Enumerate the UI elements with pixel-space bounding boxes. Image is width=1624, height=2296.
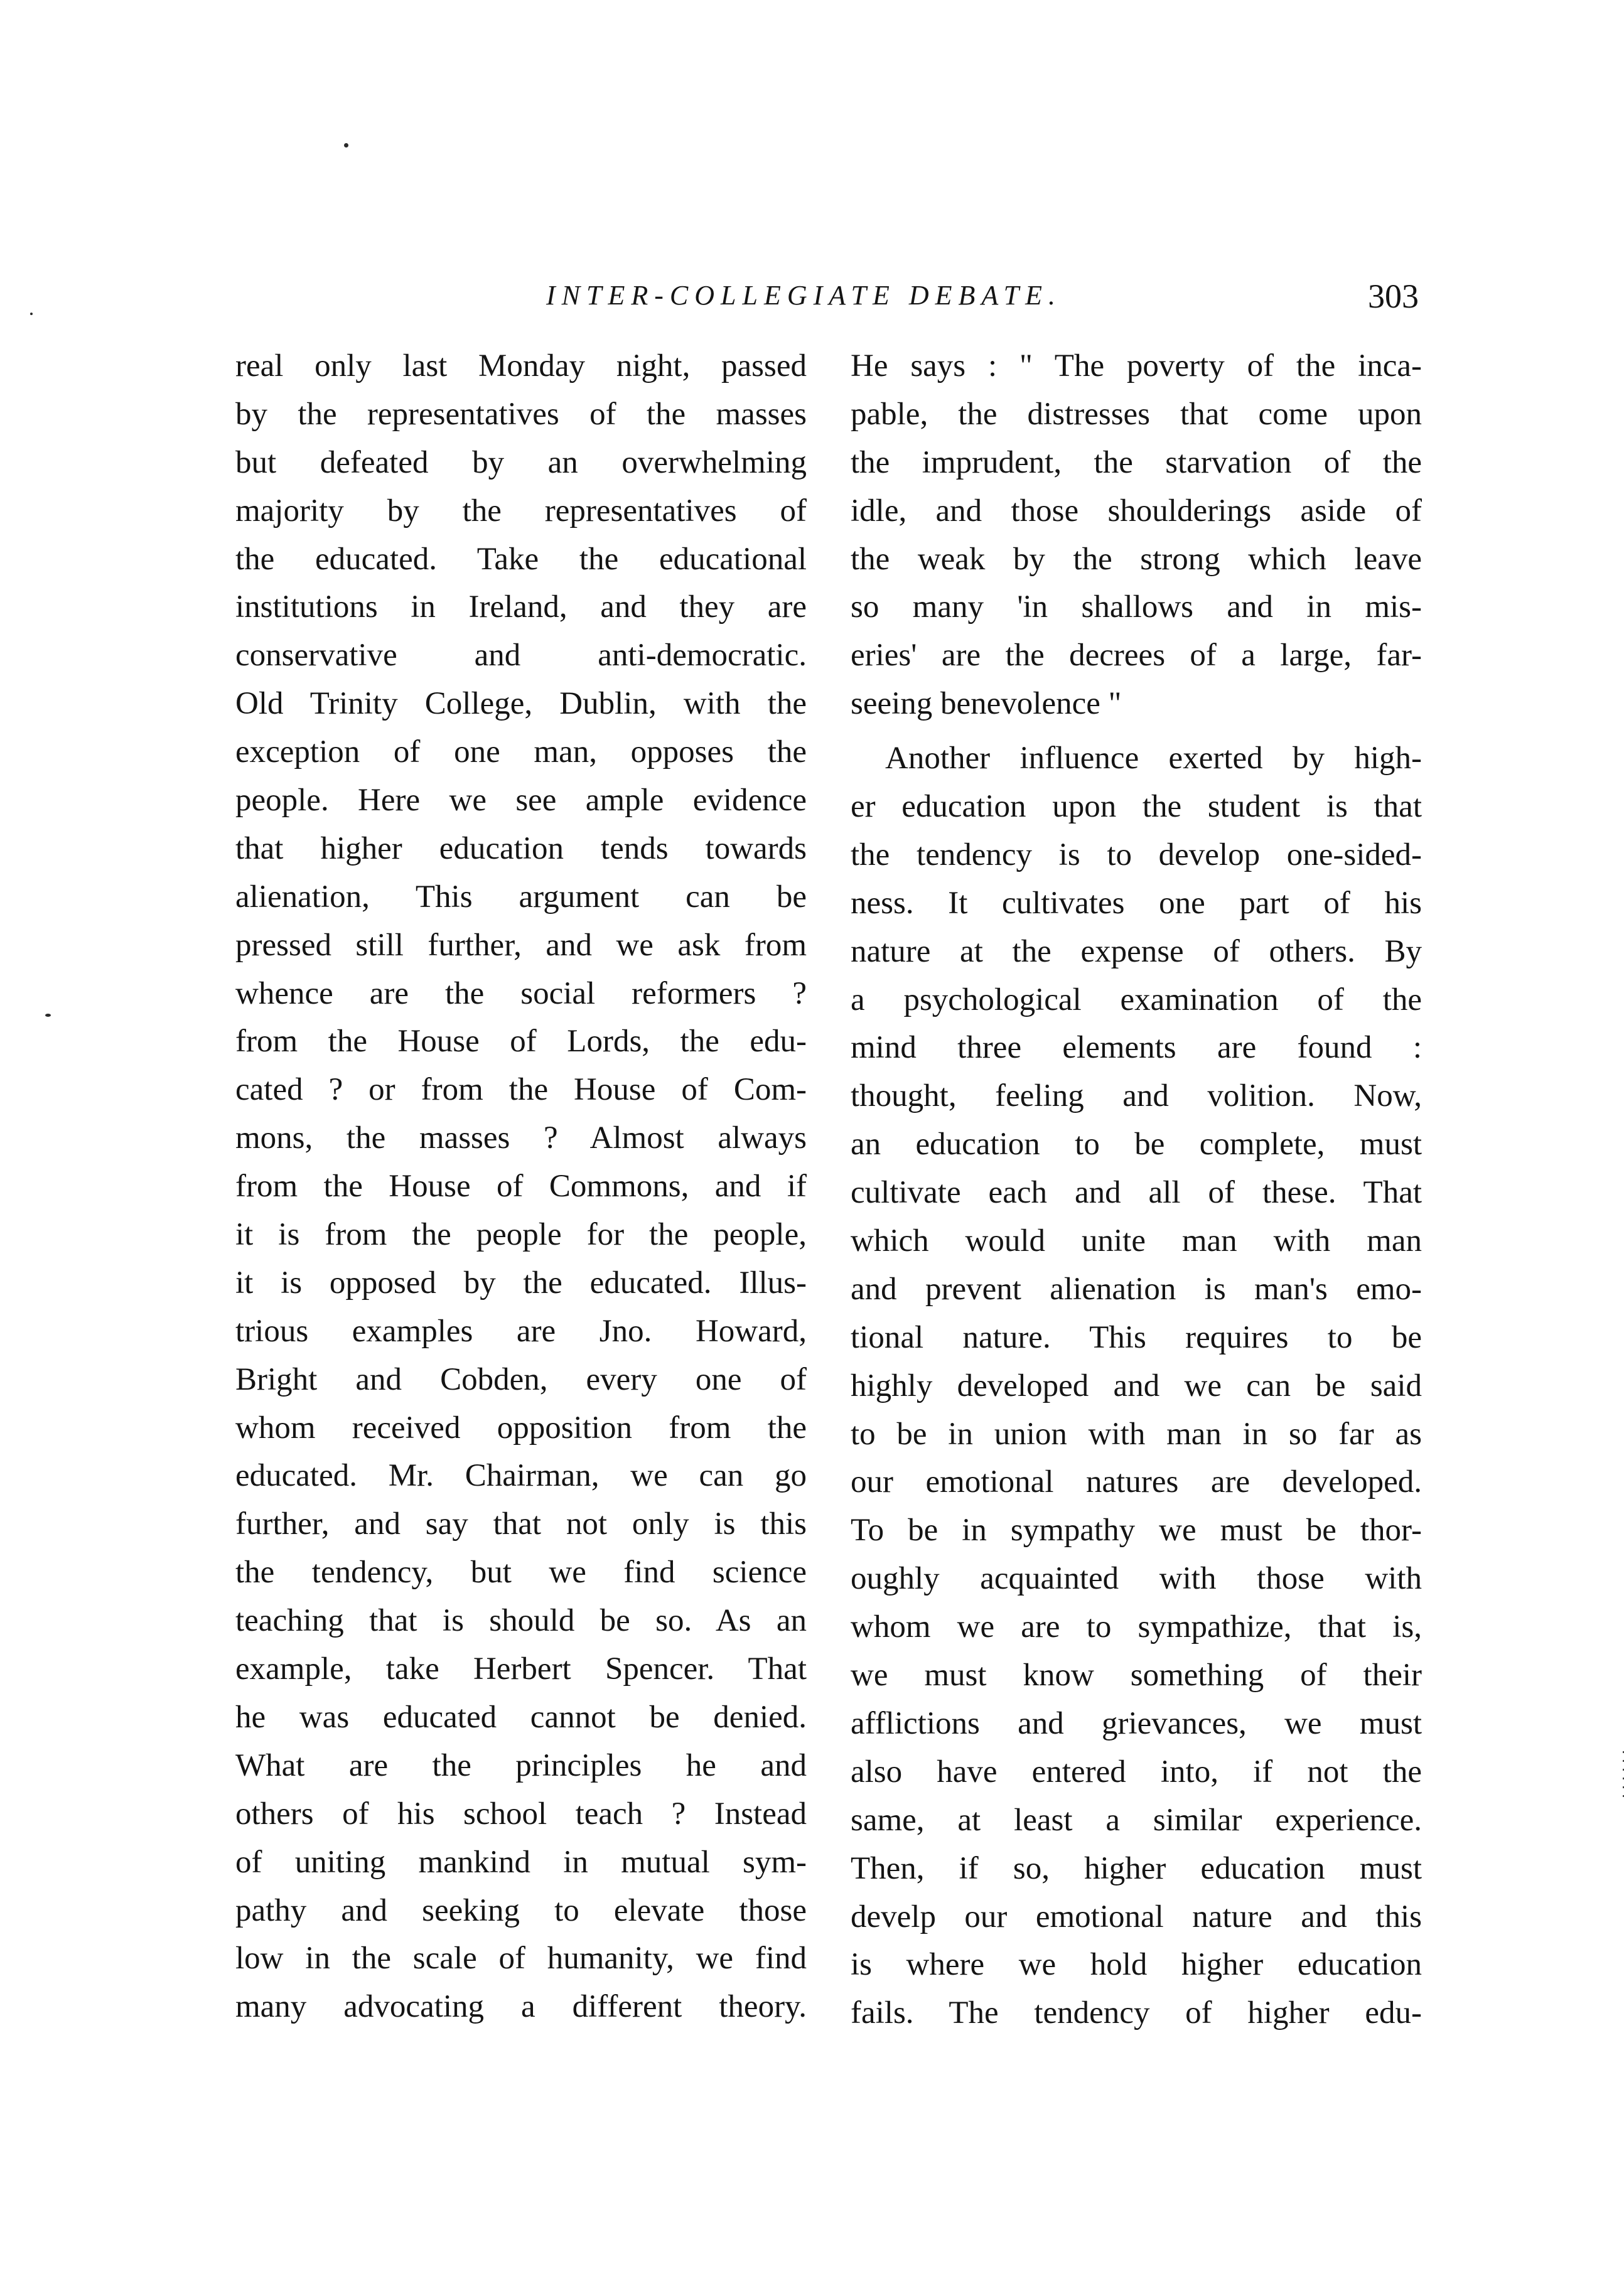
text-line: whom received opposition from the [235,1410,807,1446]
page-number: 303 [1368,277,1419,315]
text-line: whom we are to sympathize, that is, [851,1609,1422,1645]
text-line: tional nature. This requires to be [851,1319,1422,1355]
text-line: oughly acquainted with those with [851,1561,1422,1597]
text-line: What are the principles he and [235,1747,807,1783]
text-line: it is from the people for the people, [235,1217,807,1253]
text-line: that higher education tends towards [235,830,807,866]
text-line: from the House of Commons, and if [235,1169,807,1204]
text-line: an education to be complete, must [851,1127,1422,1162]
text-line: institutions in Ireland, and they are [235,589,807,625]
text-line: majority by the representatives of [235,493,807,528]
text-line: the weak by the strong which leave [851,541,1422,577]
text-line: low in the scale of humanity, we find [235,1941,807,1977]
text-line: educated. Mr. Chairman, we can go [235,1458,807,1494]
text-line: but defeated by an overwhelming [235,444,807,480]
text-line: idle, and those shoulderings aside of [851,493,1422,528]
text-line: He says : " The poverty of the inca- [851,348,1422,384]
text-line: many advocating a different theory. [235,1989,807,2025]
text-line: pressed still further, and we ask from [235,927,807,963]
text-line: the tendency, but we find science [235,1555,807,1591]
text-line: he was educated cannot be denied. [235,1699,807,1735]
print-speck [30,313,33,315]
text-line: a psychological examination of the [851,982,1422,1017]
text-line: it is opposed by the educated. Illus- [235,1265,807,1301]
text-line: mons, the masses ? Almost always [235,1120,807,1156]
print-speck [45,1014,51,1017]
text-line: real only last Monday night, passed [235,348,807,384]
text-line: eries' are the decrees of a large, far- [851,638,1422,673]
text-line: from the House of Lords, the edu- [235,1024,807,1059]
text-line: which would unite man with man [851,1223,1422,1259]
text-line: also have entered into, if not the [851,1754,1422,1789]
text-line: of uniting mankind in mutual sym- [235,1844,807,1880]
text-line: exception of one man, opposes the [235,734,807,770]
text-line: the tendency is to develop one-sided- [851,837,1422,872]
text-line: thought, feeling and volition. Now, [851,1078,1422,1114]
text-line: ness. It cultivates one part of his [851,885,1422,921]
text-line: by the representatives of the masses [235,396,807,432]
running-title: INTER-COLLEGIATE DEBATE. [546,280,1062,311]
text-line: whence are the social reformers ? [235,975,807,1011]
text-line: Another influence exerted by high- [885,741,1422,776]
text-line: to be in union with man in so far as [851,1416,1422,1452]
text-line: cated ? or from the House of Com- [235,1072,807,1108]
text-line: conservative and anti-democratic. [235,638,807,673]
text-line: teaching that is should be so. As an [235,1603,807,1639]
text-line: same, at least a similar experience. [851,1802,1422,1838]
text-line: our emotional natures are developed. [851,1464,1422,1500]
text-line: people. Here we see ample evidence [235,783,807,818]
text-line: and prevent alienation is man's emo- [851,1271,1422,1307]
right-column [851,342,1422,2037]
text-line: the imprudent, the starvation of the [851,444,1422,480]
text-line: develp our emotional nature and this [851,1899,1422,1934]
text-line: the educated. Take the educational [235,541,807,577]
text-line: alienation, This argument can be [235,879,807,915]
text-line: further, and say that not only is this [235,1506,807,1542]
text-line: cultivate each and all of these. That [851,1175,1422,1211]
text-line: example, take Herbert Spencer. That [235,1651,807,1687]
text-line: trious examples are Jno. Howard, [235,1313,807,1349]
text-line: highly developed and we can be said [851,1368,1422,1403]
text-line: we must know something of their [851,1658,1422,1693]
text-line: others of his school teach ? Instead [235,1796,807,1832]
text-line: so many 'in shallows and in mis- [851,589,1422,625]
text-line: pathy and seeking to elevate those [235,1892,807,1928]
page-header [232,279,1419,323]
text-line: nature at the expense of others. By [851,933,1422,969]
text-line: seeing benevolence " [851,686,1122,722]
text-line: fails. The tendency of higher edu- [851,1995,1422,2031]
text-line: pable, the distresses that come upon [851,396,1422,432]
text-line: Old Trinity College, Dublin, with the [235,686,807,722]
text-line: mind three elements are found : [851,1030,1422,1066]
text-line: Then, if so, higher education must [851,1850,1422,1886]
text-line: Bright and Cobden, every one of [235,1361,807,1397]
text-line: To be in sympathy we must be thor- [851,1513,1422,1548]
left-column [235,342,807,2031]
text-line: er education upon the student is that [851,789,1422,825]
text-line: afflictions and grievances, we must [851,1705,1422,1741]
print-speck [344,143,348,148]
text-line: is where we hold higher education [851,1947,1422,1983]
